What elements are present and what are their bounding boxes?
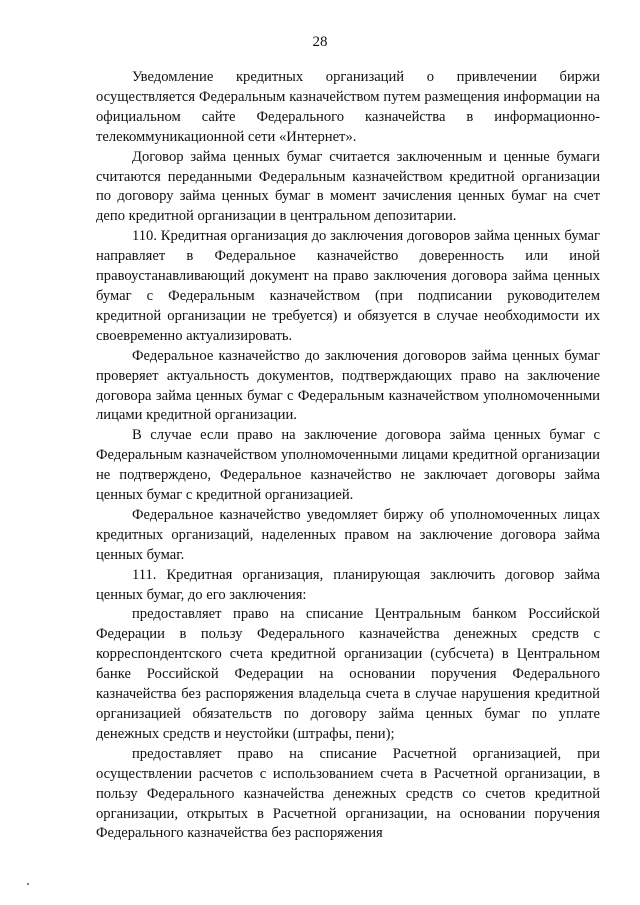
paragraph-settlement-organization-debit-right: предоставляет право на списание Расчетной организацией, при осуществлении расчетов с использованием счета в Расчетной организации, в пользу Федерального казначейства денежных средств со счетов кредитной организации, открытых в Расчетной организации, на основании поручения Федерального казначейства без распоряжения <box>96 745 600 842</box>
paragraph-loan-agreement-concluded: Договор займа ценных бумаг считается заключенным и ценные бумаги считаются переданными Федеральным казначейством кредитной организации по договору займа ценных бумаг в момент зачисления ценных бумаг на счет депо кредитной организации в центральном депозитарии. <box>96 148 600 225</box>
paragraph-treasury-verification: Федеральное казначейство до заключения договоров займа ценных бумаг проверяет актуальность документов, подтверждающих право на заключение договора займа ценных бумаг с Федеральным казначейством уполномоченными лицами кредитной организации. <box>96 347 600 424</box>
document-body <box>96 68 600 844</box>
scan-artifact-dot <box>27 883 29 885</box>
paragraph-clause-110: 110. Кредитная организация до заключения договоров займа ценных бумаг направляет в Федеральное казначейство доверенность или иной правоустанавливающий документ на право заключения договора займа ценных бумаг с Федеральным казначейством (при подписании руководителем кредитной организации не требуется) и обязуется в случае необходимости их своевременно актуализировать. <box>96 228 600 344</box>
paragraph-exchange-notification: Федеральное казначейство уведомляет биржу об уполномоченных лицах кредитных организаций, наделенных правом на заключение договора займа ценных бумаг. <box>96 506 600 563</box>
paragraph-clause-111: 111. Кредитная организация, планирующая заключить договор займа ценных бумаг, до его заключения: <box>96 566 600 603</box>
paragraph-right-not-confirmed: В случае если право на заключение договора займа ценных бумаг с Федеральным казначейством уполномоченными лицами кредитной организации не подтверждено, Федеральное казначейство не заключает договоры займа ценных бумаг с кредитной организацией. <box>96 427 600 504</box>
page-number: 28 <box>312 34 328 50</box>
paragraph-central-bank-debit-right: предоставляет право на списание Центральным банком Российской Федерации в пользу Федерального казначейства денежных средств с корреспондентского счета кредитной организации (субсчета) в Центральном банке Российской Федерации на основании поручения Федерального казначейства без распоряжения владельца счета в случае нарушения кредитной организацией обязательств по договору займа ценных бумаг по уплате денежных средств и неустойки (штрафы, пени); <box>96 606 600 742</box>
paragraph-notification-of-banks: Уведомление кредитных организаций о привлечении биржи осуществляется Федеральным казначейством путем размещения информации на официальном сайте Федерального казначейства в информационно-телекоммуникационной сети «Интернет». <box>96 69 600 145</box>
